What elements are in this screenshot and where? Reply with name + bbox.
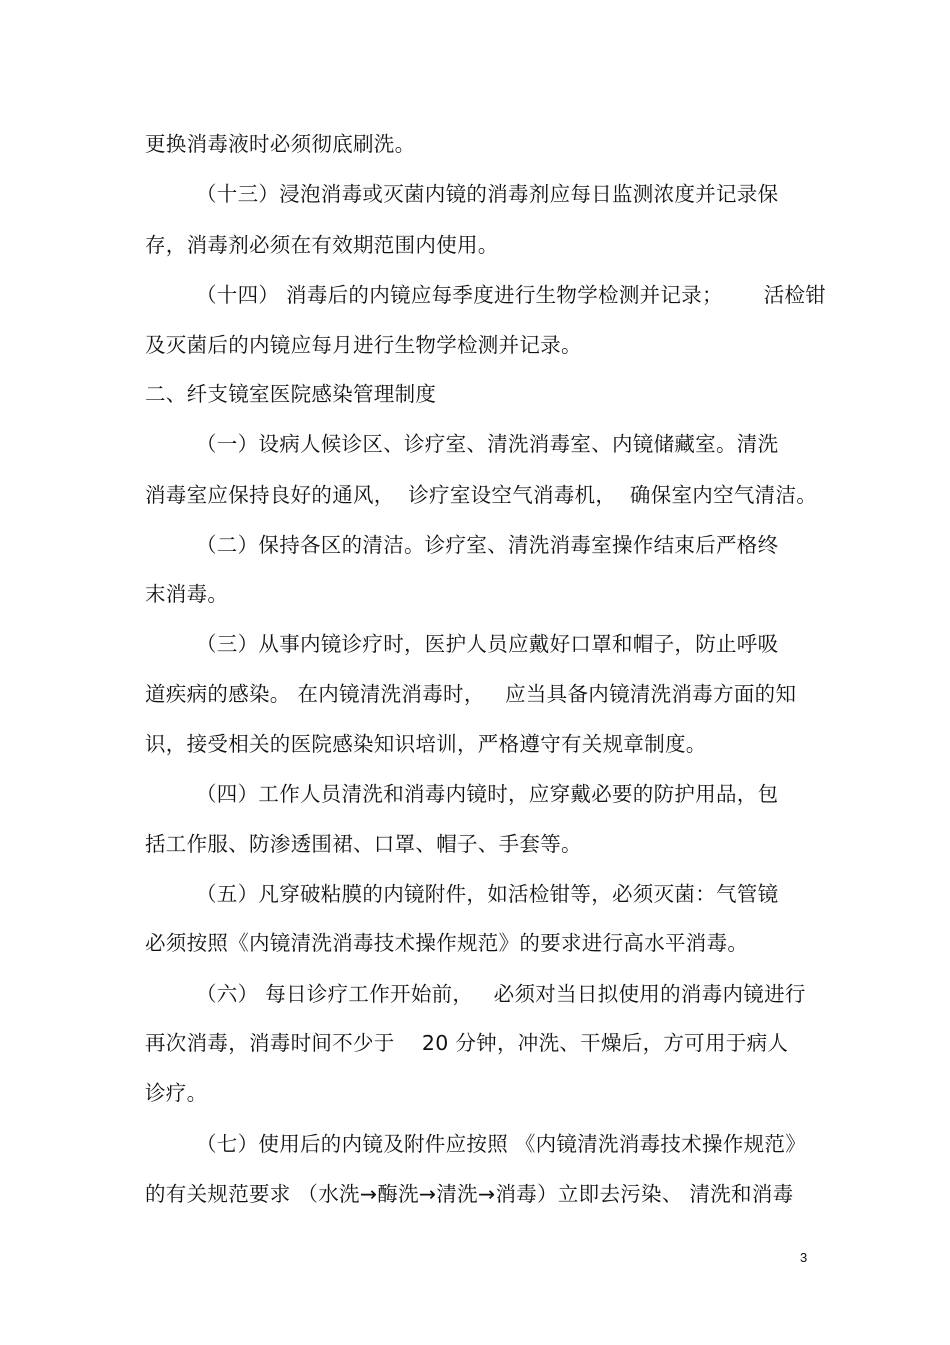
text-line: 道疾病的感染。 在内镜清洗消毒时， 应当具备内镜清洗消毒方面的知	[145, 682, 797, 706]
text-line: 存，消毒剂必须在有效期范围内使用。	[145, 233, 499, 257]
text-line: 的有关规范要求 （水洗→酶洗→清洗→消毒）立即去污染、 清洗和消毒	[145, 1182, 794, 1206]
section-heading: 二、纤支镜室医院感染管理制度	[145, 382, 437, 406]
text-line: （二）保持各区的清洁。诊疗室、清洗消毒室操作结束后严格终	[196, 533, 779, 557]
text-line: （七）使用后的内镜及附件应按照 《内镜清洗消毒技术操作规范》	[196, 1132, 807, 1156]
text-line: （十四） 消毒后的内镜应每季度进行生物学检测并记录； 活检钳	[196, 283, 827, 307]
text-line: 再次消毒，消毒时间不少于 20 分钟，冲洗、干燥后，方可用于病人	[145, 1031, 789, 1055]
text-line: 消毒室应保持良好的通风， 诊疗室设空气消毒机， 确保室内空气清洁。	[145, 483, 818, 507]
text-line: 括工作服、防渗透围裙、口罩、帽子、手套等。	[145, 832, 582, 856]
page-number: 3	[800, 1250, 808, 1265]
text-line: 识，接受相关的医院感染知识培训，严格遵守有关规章制度。	[145, 732, 707, 756]
text-line: 末消毒。	[145, 582, 229, 606]
text-line: （四）工作人员清洗和消毒内镜时，应穿戴必要的防护用品，包	[196, 782, 779, 806]
text-line: 及灭菌后的内镜应每月进行生物学检测并记录。	[145, 333, 582, 357]
text-line: （六） 每日诊疗工作开始前， 必须对当日拟使用的消毒内镜进行	[196, 982, 806, 1006]
text-line: （三）从事内镜诊疗时，医护人员应戴好口罩和帽子，防止呼吸	[196, 632, 779, 656]
text-line: （五）凡穿破粘膜的内镜附件，如活检钳等，必须灭菌：气管镜	[196, 882, 779, 906]
text-line: 必须按照《内镜清洗消毒技术操作规范》的要求进行高水平消毒。	[145, 931, 749, 955]
text-line: （一）设病人候诊区、诊疗室、清洗消毒室、内镜储藏室。清洗	[196, 432, 779, 456]
text-line: 更换消毒液时必须彻底刷洗。	[145, 132, 416, 156]
text-line: （十三）浸泡消毒或灭菌内镜的消毒剂应每日监测浓度并记录保	[196, 182, 779, 206]
text-line: 诊疗。	[145, 1081, 208, 1105]
